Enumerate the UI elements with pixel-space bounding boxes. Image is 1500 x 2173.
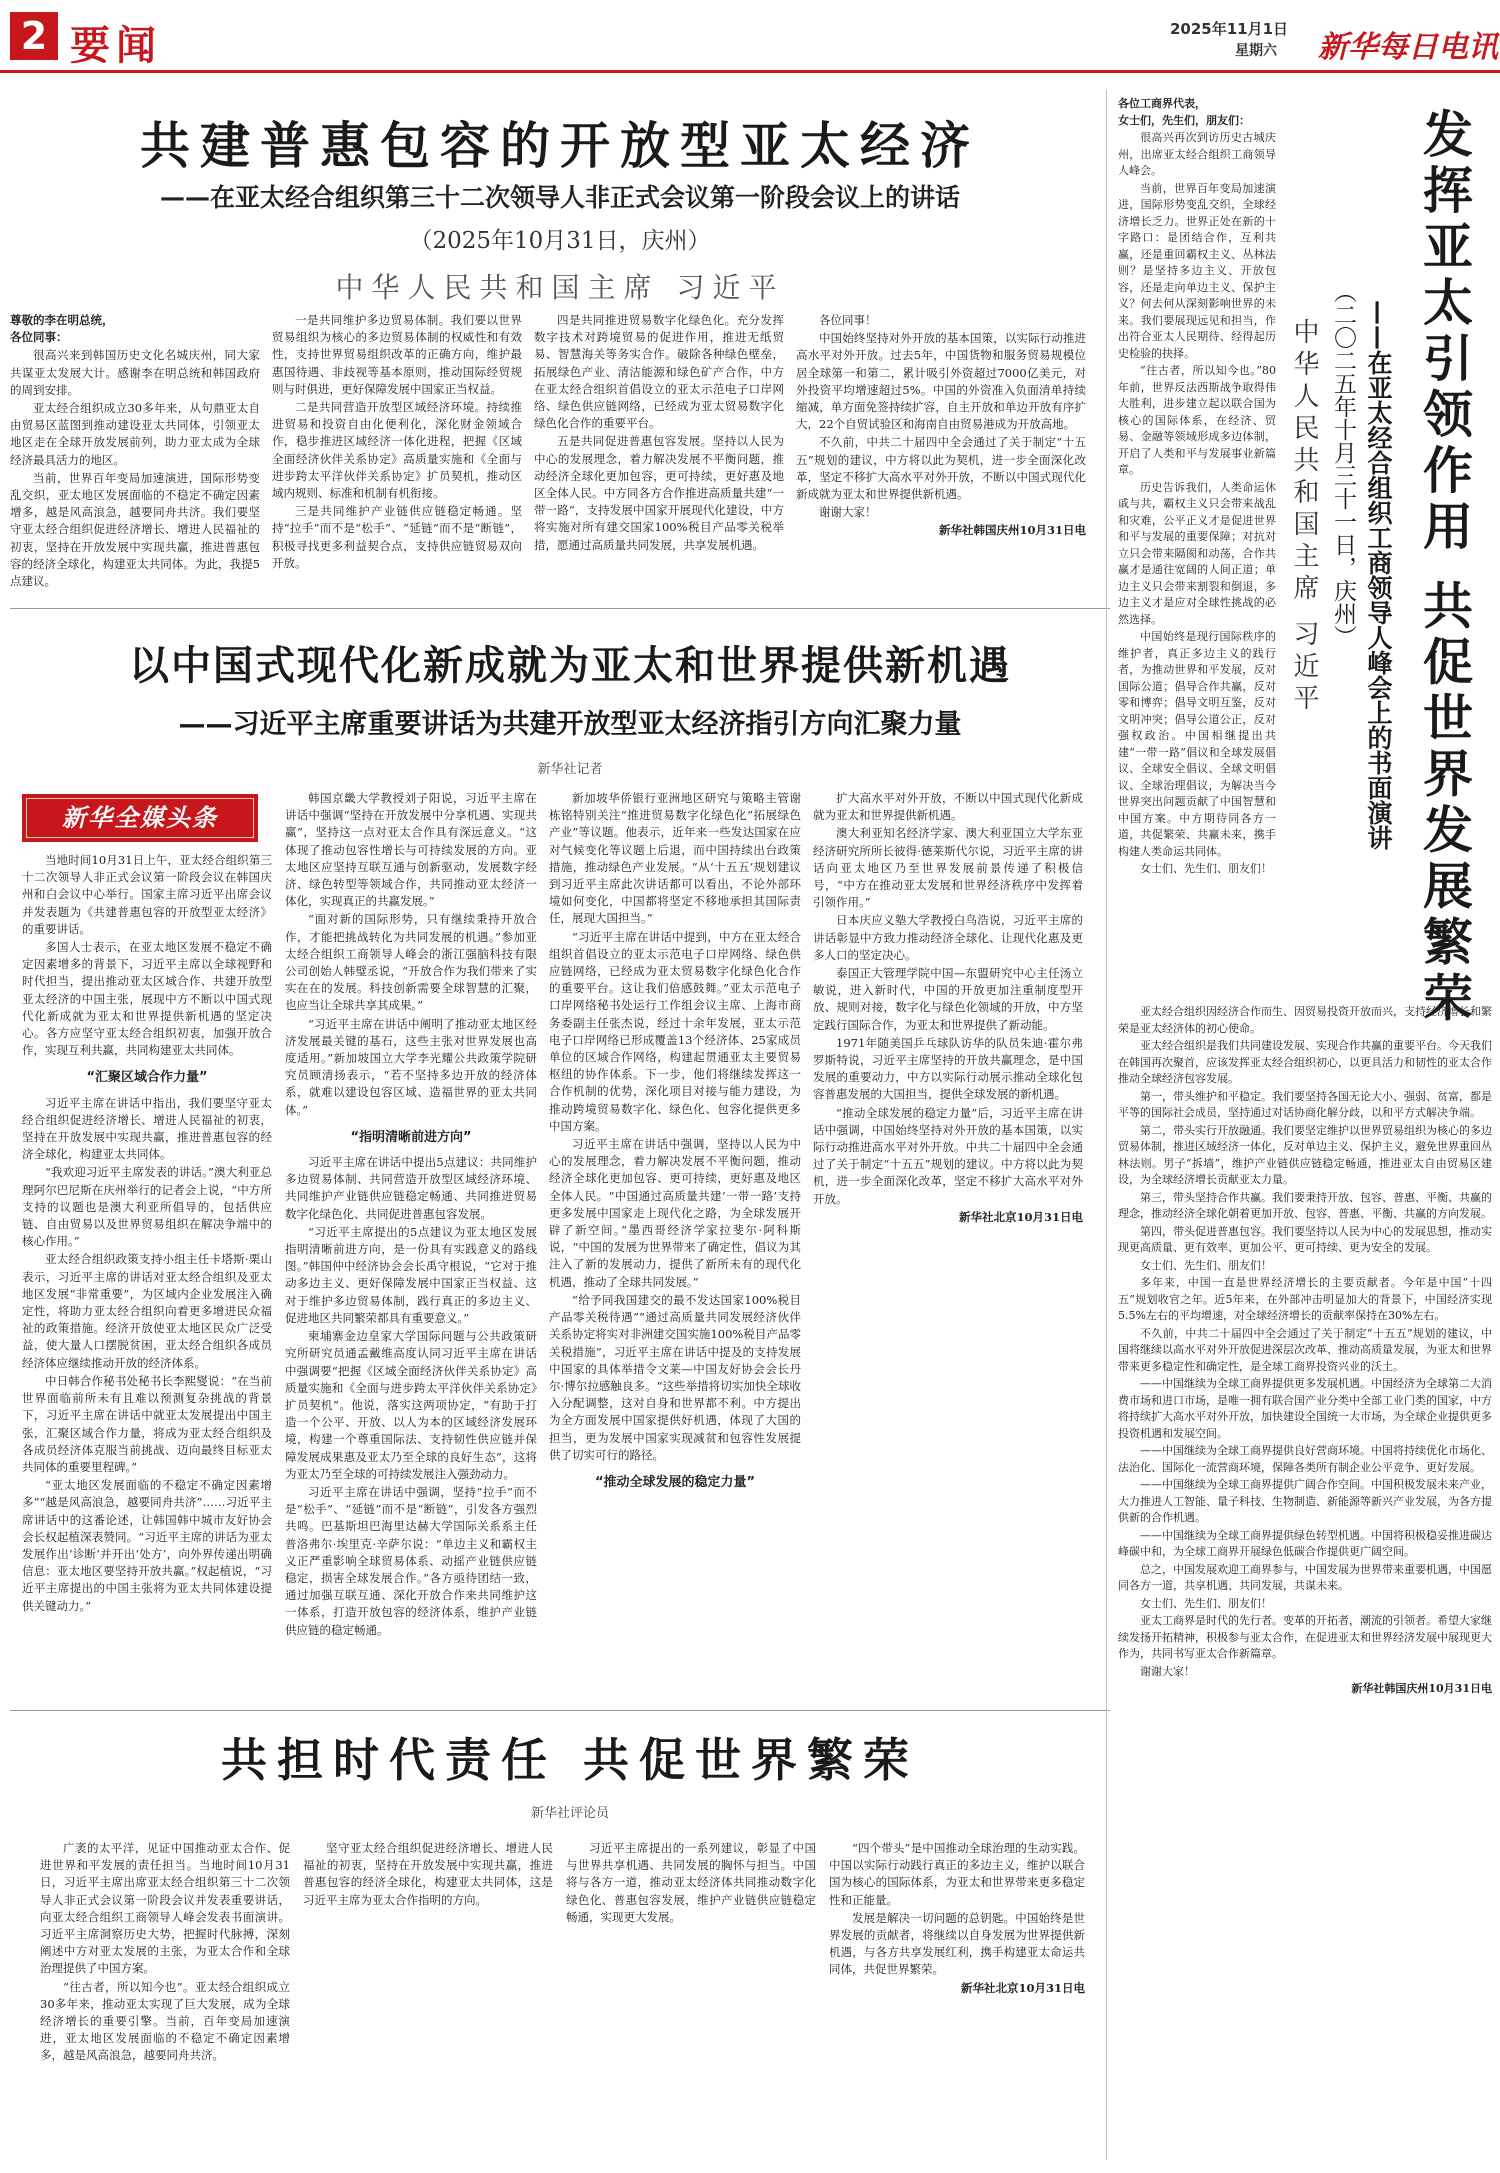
article4-paragraph: ——中国继续为全球工商界提供良好营商环境。中国将持续优化市场化、法治化、国际化一流营商环境，保障各类所有制企业公平竞争、更好发展。 xyxy=(1118,1444,1492,1474)
article2-paragraph: “习近平主席在讲话中阐明了推动亚太地区经济发展最关键的基石，这些主张对世界发展也高度适用。”新加坡国立大学李光耀公共政策学院研究员顾清扬表示，“若不坚持多边开放的经济体系，就难以建设包容区域、造福世界的亚太共同体。” xyxy=(285,1016,537,1117)
issue-weekday: 星期六 xyxy=(1235,43,1277,59)
article4-paragraph: 亚太经合组织是我们共同建设发展、实现合作共赢的重要平台。今天我们在韩国再次聚首，应该发挥亚太经合组织初心，以更具活力和韧性的亚太合作推动全球经济包容发展。 xyxy=(1118,1039,1492,1085)
article2-paragraph: 1971年随美国乒乓球队访华的队员朱迪·霍尔弗罗斯特说，习近平主席坚持的开放共赢理念，是中国发展的重要动力，中方以实际行动展示推动全球化包容普惠发展的大国担当，提供全球发展的新机遇。 xyxy=(813,1035,1083,1102)
article1-paragraph: 谢谢大家！ xyxy=(819,505,877,520)
article4-paragraph: 总之，中国发展欢迎工商界参与，中国发展为世界带来重要机遇，中国愿同各方一道，共享机遇、共同发展，共谋未来。 xyxy=(1118,1562,1492,1592)
article4-paragraph: 谢谢大家！ xyxy=(1140,1664,1195,1678)
article4-paragraph: 第一，带头维护和平稳定。我们要坚持各国无论大小、强弱、贫富，都是平等的国际社会成员，坚持通过对话协商化解分歧，以和平方式解决争端。 xyxy=(1118,1089,1492,1119)
article2-paragraph: 习近平主席在讲话中指出，我们要坚守亚太经合组织促进经济增长、增进人民福祉的初衷，坚持在开放发展中实现共赢，推进普惠包容的经济全球化，构建亚太共同体。 xyxy=(22,1095,272,1162)
article2-signoff: 新华社北京10月31日电 xyxy=(958,1209,1083,1224)
article1-paragraph: 不久前，中共二十届四中全会通过了关于制定“十五五”规划的建议，中方将以此为契机，进一步全面深化改革，坚定不移扩大高水平对外开放，不断以中国式现代化新成就为亚太和世界提供新机遇。 xyxy=(796,435,1086,502)
article2-paragraph: 新加坡华侨银行亚洲地区研究与策略主管谢栋铭特别关注“推进贸易数字化绿色化”拓展绿色产业”等议题。他表示，近年来一些发达国家在应对气候变化等议题上后退，而中国持续出台政策措施，推动绿色产业发展。“从‘十五五’规划建议到习近平主席此次讲话都可以看出，不论外部环境如何变化，中国都将坚定不移地承担其国际责任，展现大国担当。” xyxy=(549,791,801,926)
article4-paragraph: 女士们、先生们、朋友们！ xyxy=(1140,862,1272,875)
separator xyxy=(10,608,1110,609)
article2-col-1 xyxy=(22,852,272,1700)
article4-paragraph: 第四，带头促进普惠包容。我们要坚持以人民为中心的发展思想，推动实现更高质量、更有效率、更加公平、更可持续、更为安全的发展。 xyxy=(1118,1224,1492,1254)
issue-date: 2025年11月1日 xyxy=(1170,20,1289,38)
article4-paragraph: 亚太经合组织因经济合作而生、因贸易投资开放而兴，支持经济增长和繁荣是亚太经济体的初心使命。 xyxy=(1118,1005,1492,1035)
article2-paragraph: “给予同我国建交的最不发达国家100%税目产品零关税待遇”“通过高质量共同发展经济伙伴关系协定将实对非洲建交国实施100%税目产品零关税措施”，习近平主席在讲话中提及的支持发展中国家的具体举措令文莱—中国友好协会会长丹尔·博尔拉感触良多。“这些举措将切实加快全球收入分配调整，这对自身和世界都不利。中方提出为全方面发展中国家提供好机遇，体现了大国的担当，更为发展中国家实现减贫和包容性发展提供了切实可行的路径。 xyxy=(549,1292,801,1462)
article4-paragraph: 当前，世界百年变局加速演进，国际形势变乱交织，全球经济增长乏力。世界正处在新的十字路口：是团结合作，互利共赢，还是重回霸权主义、丛林法则？是坚持多边主义、开放包容，还是走向单边主义、保护主义？何去何从深刻影响世界的未来。我们要展现远见和担当，作出符合亚太人民期待、经得起历史检验的抉择。 xyxy=(1118,181,1276,360)
article2-subhead: “推动全球发展的稳定力量” xyxy=(594,1474,756,1490)
article2-subhead: “汇聚区域合作力量” xyxy=(86,1070,208,1086)
article4-paragraph: 第三，带头坚持合作共赢。我们要秉持开放、包容、普惠、平衡、共赢的理念，推动经济全球化朝着更加开放、包容、普惠、平衡、共赢的方向发展。 xyxy=(1118,1190,1492,1220)
article2-col-2 xyxy=(285,790,537,1700)
article2-subhead: “指明清晰前进方向” xyxy=(350,1129,472,1145)
article1-paragraph: 一是共同维护多边贸易体制。我们要以世界贸易组织为核心的多边贸易体制的权威性和有效性，支持世界贸易组织改革的正确方向，维护最惠国待遇、非歧视等基本原则，推动国际经贸规则与时俱进，更好保障发展中国家正当权益。 xyxy=(272,313,522,396)
article2-paragraph: 中日韩合作秘书处秘书长李熙燮说：“在当前世界面临前所未有且难以预测复杂挑战的背景下，习近平主席在讲话中就亚太发展提出中国主张，汇聚区域合作力量，将成为亚太经合组织及各成员经济体克服当前挑战、迈向最终目标亚太共同体的重要里程碑。” xyxy=(22,1373,272,1474)
article4-paragraph: 亚太工商界是时代的先行者。变革的开拓者，潮流的引领者。希望大家继续发扬开拓精神，积极参与亚太合作，在促进亚太和世界经济发展中展现更大作为，共同书写亚太合作新篇章。 xyxy=(1118,1614,1492,1660)
article4-paragraph: 女士们、先生们、朋友们！ xyxy=(1140,1258,1272,1272)
article3-col-3 xyxy=(566,1840,816,2160)
article1-signoff: 新华社韩国庆州10月31日电 xyxy=(938,523,1086,538)
article1-col-1 xyxy=(10,312,260,592)
article3-paragraph: 坚守亚太经合组织促进经济增长、增进人民福祉的初衷，坚持在开放发展中实现共赢，推进普惠包容的经济全球化，构建亚太共同体，这是习近平主席为亚太合作指明的方向。 xyxy=(303,1841,553,1907)
article3-credit: 新华社评论员 xyxy=(530,1806,609,1821)
article1-subtitle: ——在亚太经合组织第三十二次领导人非正式会议第一阶段会议上的讲话 xyxy=(159,183,960,212)
article1-dateline: （2025年10月31日，庆州） xyxy=(409,228,711,254)
article4-paragraph: 很高兴再次到访历史古城庆州，出席亚太经合组织工商领导人峰会。 xyxy=(1118,131,1276,177)
article2-paragraph: 柬埔寨金边皇家大学国际问题与公共政策研究所研究员通孟戴维高度认同习近平主席在讲话中强调要“把握《区域全面经济伙伴关系协定》高质量实施和《全面与进步跨太平洋伙伴关系协定》扩员契机”。他说，落实这两项协定，“有助于打造一个公平、开放、以人为本的区域经济发展环境，构建一个尊重国际法、支持韧性供应链并保障发展成果惠及亚太乃至全球的良好生态”，这将为亚太乃至全球的可持续发展注入强劲动力。 xyxy=(285,1329,537,1481)
article4-headline: 发挥亚太引领作用 共促世界发展繁荣 xyxy=(1415,108,1474,1028)
article2-paragraph: “亚太地区发展面临的不稳定不确定因素增多”“越是风高浪急，越要同舟共济”……习近平主席讲话中的这番论述，让韩国韩中城市友好协会会长权起植深表赞同。“习近平主席的讲话为亚太发展作出‘诊断’并开出‘处方’，向外界传递出明确信息：亚太地区要坚持开放共赢。”权起植说，“习近平主席提出的中国主张将为亚太共同体建设提供关键动力。” xyxy=(22,1478,272,1613)
article1-paragraph: 五是共同促进普惠包容发展。坚持以人民为中心的发展理念，着力解决发展不平衡问题，推动经济全球化更加包容，更可持续，更好惠及地区全体人民。中方同各方合作推进高质量共建“一带一路”，支持发展中国家开展现代化建设，中方将实施对所有建交国家100%税目产品零关税举措，愿通过高质量共同发展，共享发展机遇。 xyxy=(534,434,784,552)
article2-col-3 xyxy=(549,790,801,1700)
article4-col-top xyxy=(1118,96,1276,996)
article4-col-bottom xyxy=(1118,1004,1492,2164)
article4-dateline: （二〇二五年十月三十一日，庆州） xyxy=(1330,280,1356,648)
article3-paragraph: “往古者，所以知今也”。亚太经合组织成立30多年来，推动亚太实现了巨大发展，成为全球经济增长的重要引擎。当前，百年变局加速演进，亚太地区发展面临的不稳定不确定因素增多，越是风高浪急，越要同舟共济。 xyxy=(40,1979,290,2063)
article2-headline: 以中国式现代化新成就为亚太和世界提供新机遇 xyxy=(129,642,1011,689)
article4-paragraph: 第二，带头实行开放融通。我们要坚定维护以世界贸易组织为核心的多边贸易体制，推进区域经济一体化，反对单边主义、保护主义，避免世界重回丛林法则。男子“拆墙”，维护产业链供应链稳定畅通，推进亚太自由贸易区建设，为全球经济增长贡献亚太力量。 xyxy=(1118,1123,1492,1186)
column-divider xyxy=(1106,90,1107,2160)
article4-paragraph: ——中国继续为全球工商界提供绿色转型机遇。中国将积极稳妥推进碳达峰碳中和，为全球工商界开展绿色低碳合作提供更广阔空间。 xyxy=(1118,1528,1492,1558)
article1-paragraph: 很高兴来到韩国历史文化名城庆州，同大家共谋亚太发展大计。感谢李在明总统和韩国政府的周到安排。 xyxy=(10,348,260,397)
article4-paragraph: 女士们、先生们、朋友们！ xyxy=(1140,1596,1272,1610)
article3-paragraph: 发展是解决一切问题的总钥匙。中国始终是世界发展的贡献者，将继续以自身发展为世界提供新机遇，与各方共享发展红利，携手构建亚太命运共同体，共促世界繁荣。 xyxy=(829,1910,1085,1977)
article3-paragraph: 广袤的太平洋，见证中国推动亚太合作、促进世界和平发展的责任担当。当地时间10月31日，习近平主席出席亚太经合组织第三十二次领导人非正式会议第一阶段会议并发表重要讲话，向亚太经合组织工商领导人峰会发表书面演讲。习近平主席洞察历史大势，把握时代脉搏，深刻阐述中方对亚太发展的主张，为亚太合作和全球治理提供了中国方案。 xyxy=(40,1841,290,1976)
masthead xyxy=(0,0,1500,70)
article1-col-2 xyxy=(272,312,522,592)
article2-col-4 xyxy=(813,790,1083,1700)
article2-paragraph: 多国人士表示，在亚太地区发展不稳定不确定因素增多的背景下，习近平主席以全球视野和时代担当，提出推动亚太区域合作、共建开放型亚太经济的中国主张，展现中方不断以中国式现代化新成就为亚太和世界提供新机遇的坚定决心。各方应坚守亚太经合组织初衷，加强开放合作，实现互利共赢，共同构建亚太共同体。 xyxy=(22,940,272,1058)
paper-logo: 新华每日电讯 xyxy=(1318,30,1498,65)
article3-col-2 xyxy=(303,1840,553,2160)
article2-paragraph: 韩国京畿大学教授刘子阳说，习近平主席在讲话中强调“坚持在开放发展中分享机遇、实现共赢”，坚持这一点对亚太合作具有深远意义。“这体现了推动包容性增长与可持续发展的方向。亚太地区应坚持互联互通与创新驱动，发展数字经济、绿色转型等领域合作，共同推动亚太经济一体化，实现真正的共赢发展。” xyxy=(285,791,537,909)
article1-headline: 共建普惠包容的开放型亚太经济 xyxy=(140,116,980,175)
article2-paragraph: 泰国正大管理学院中国—东盟研究中心主任汤立敏说，进入新时代，中国的开放更加注重制度型开放、规则对接，数字化与绿色化领域的开放，中方坚定践行国际合作，为亚太和世界提供了新动能。 xyxy=(813,966,1083,1032)
article4-paragraph: 不久前，中共二十届四中全会通过了关于制定“十五五”规划的建议，中国将继续以高水平对外开放促进深层次改革、推动高质量发展，为亚太和世界带来更多稳定性和确定性，是全球工商界投资兴业的沃土。 xyxy=(1118,1326,1492,1373)
article1-byline: 中华人民共和国主席 习近平 xyxy=(335,271,785,304)
article4-subtitle: ——在亚太经合组织工商领导人峰会上的书面演讲 xyxy=(1364,300,1393,850)
article4-signoff: 新华社韩国庆州10月31日电 xyxy=(1351,1682,1492,1695)
separator xyxy=(10,1710,1110,1711)
article3-headline: 共担时代责任 共促世界繁荣 xyxy=(220,1733,919,1787)
article3-paragraph: “四个带头”是中国推动全球治理的生动实践。中国以实际行动践行真正的多边主义，维护以联合国为核心的国际体系，为亚太和世界带来更多稳定性和正能量。 xyxy=(829,1841,1085,1907)
article1-paragraph: 各位同事！ xyxy=(819,313,877,327)
article3-signoff: 新华社北京10月31日电 xyxy=(960,1980,1085,1995)
article2-paragraph: “我欢迎习近平主席发表的讲话。”澳大利亚总理阿尔巴尼斯在庆州举行的记者会上说，“中方所支持的议题也是澳大利亚所倡导的，包括供应链、自由贸易以及世界贸易组织在解决争端中的核心作用。” xyxy=(22,1165,272,1249)
article4-paragraph: ——中国继续为全球工商界提供广阔合作空间。中国积极发展未来产业，大力推进人工智能、量子科技、生物制造、新能源等新兴产业发展，为各方提供新的合作机遇。 xyxy=(1118,1478,1492,1524)
article2-paragraph: “面对新的国际形势，只有继续秉持开放合作，才能把挑战转化为共同发展的机遇。”参加亚太经合组织工商领导人峰会的浙江强脑科技有限公司创始人韩璧丞说，“开放合作为我们带来了实实在在的发展。科技创新需要全球智慧的汇聚，也应当让全球共享其成果。” xyxy=(285,912,537,1013)
article1-paragraph: 三是共同维护产业链供应链稳定畅通。坚持“拉手”而不是“松手”、“延链”而不是“断链”，积极寻找更多利益契合点，支持供应链贸易双向开放。 xyxy=(272,504,522,570)
article1-paragraph: 四是共同推进贸易数字化绿色化。充分发挥数字技术对跨境贸易的促进作用，推进无纸贸易、智慧海关等务实合作。破除各种绿色壁垒，拓展绿色产业、清洁能源和绿色矿产合作，中方在亚太经合组织首倡设立的亚太示范电子口岸网络、绿色供应链网络，已经成为亚太贸易数字化绿色化合作的重要平台。 xyxy=(534,313,784,431)
article1-paragraph: 中国始终坚持对外开放的基本国策，以实际行动推进高水平对外开放。过去5年，中国货物和服务贸易规模位居全球第一和第二，累计吸引外资超过7000亿美元，对外投资平均增速超过5%。中国的外资准入负面清单持续缩减，单方面免签持续扩容，自主开放和单边开放有序扩大，22个自贸试验区和海南自由贸易港成为开放高地。 xyxy=(796,331,1086,432)
article4-paragraph: 多年来，中国一直是世界经济增长的主要贡献者。今年是中国“十四五”规划收官之年。近5年来，在外部冲击明显加大的背景下，中国经济实现5.5%左右的平均增速，对全球经济增长的贡献率保持在30%左右。 xyxy=(1118,1276,1492,1322)
article2-paragraph: “习近平主席在讲话中提到，中方在亚太经合组织首倡设立的亚太示范电子口岸网络、绿色供应链网络，已经成为亚太贸易数字化绿色化合作的重要平台。这让我们倍感鼓舞。”亚太示范电子口岸网络秘书处运行工作组会议主席、上海市商务委副主任张杰说，经过十余年发展，亚太示范电子口岸网络已形成覆盖13个经济体、25家成员单位的区域合作网络，构建起贯通亚太主要贸易枢纽的协作体系。下一步，他们将继续发挥这一合作机制的优势，深化项目对接与能力建设，为推动跨境贸易数字化、绿色化、包容化提供更多中国方案。 xyxy=(549,929,801,1133)
article3-col-1 xyxy=(40,1840,290,2160)
article4-salutation: 各位工商界代表， 女士们，先生们，朋友们： xyxy=(1118,97,1250,127)
article1-paragraph: 亚太经合组织成立30多年来，从句鼎亚太自由贸易区蓝图到推动建设亚太共同体，引领亚太地区走在全球开放发展前列，助力亚太成为全球经济最具活力的地区。 xyxy=(10,401,260,467)
article2-subtitle: ——习近平主席重要讲话为共建开放型亚太经济指引方向汇聚力量 xyxy=(178,709,962,740)
article1-col-4 xyxy=(796,312,1086,592)
article4-paragraph: ——中国继续为全球工商界提供更多发展机遇。中国经济为全球第二大消费市场和进口市场，是唯一拥有联合国产业分类中全部工业门类的国家，中方将持续扩大高水平对外开放，加快建设全国统一大市场，为全球企业提供更多投资机遇和发展空间。 xyxy=(1118,1377,1492,1440)
page-number: 2 xyxy=(10,12,58,60)
article1-paragraph: 当前，世界百年变局加速演进，国际形势变乱交织，亚太地区发展面临的不稳定不确定因素增多，越是风高浪急，越要同舟共济。我们要坚守亚太经合组织促进经济增长、增进人民福祉的初衷，坚持在开放发展中实现共赢，推进普惠包容的经济全球化，构建亚太共同体。为此，我提5点建议。 xyxy=(10,470,260,589)
article2-paragraph: 当地时间10月31日上午，亚太经合组织第三十二次领导人非正式会议第一阶段会议在韩国庆州和白会议中心举行。国家主席习近平出席会议并发表题为《共建普惠包容的开放型亚太经济》的重要讲话。 xyxy=(22,853,272,936)
article3-col-4 xyxy=(829,1840,1085,2160)
article4-paragraph: 历史告诉我们，人类命运休戚与共，霸权主义只会带来战乱和灾难，公平正义才是促进世界和平与发展的重要保障；对抗对立只会带来隔阂和动荡，合作共赢才是通往宽阔的人间正道；单边主义只会带来割裂和倒退，多边主义才是应对全球性挑战的必然选择。 xyxy=(1118,480,1276,626)
article2-paragraph: 习近平主席在讲话中强调，坚持“拉手”而不是“松手”、“延链”而不是“断链”，引发各方强烈共鸣。巴基斯坦巴海里达赫大学国际关系系主任普洛弗尔·埃里克·辛萨尔说：“单边主义和霸权主义正严重影响全球贸易体系、动摇产业链供应链稳定，损害全球发展合作。”各方亟待团结一致，通过加强互联互通、深化开放合作来共同维护这一体系，打造开放包容的经济体系，维护产业链供应链的稳定畅通。 xyxy=(285,1484,537,1637)
article2-paragraph: 扩大高水平对外开放，不断以中国式现代化新成就为亚太和世界提供新机遇。 xyxy=(813,791,1083,823)
article1-paragraph: 二是共同营造开放型区域经济环境。持续推进贸易和投资自由化便利化，深化财金领域合作，稳步推进区域经济一体化进程，把握《区域全面经济伙伴关系协定》高质量实施和《全面与进步跨太平洋伙伴关系协定》扩员契机，推动区域内规则、标准和机制有机衔接。 xyxy=(272,400,522,501)
article2-paragraph: “习近平主席提出的5点建议为亚太地区发展指明清晰前进方向，是一份具有实践意义的路线图。”韩国仲中经济协会会长禹守根说，“它对于推动多边主义、更好保障发展中国家正当权益、这对于维护多边贸易体制，践行真正的多边主义、促进地区共同繁荣都具有重要意义。” xyxy=(285,1224,537,1325)
xinhua-media-badge: 新华全媒头条 xyxy=(22,794,258,842)
article1-salutation: 尊敬的李在明总统， 各位同事： xyxy=(10,313,114,345)
article2-paragraph: 亚太经合组织政策支持小组主任卡塔斯·栗山表示，习近平主席的讲话对亚太经合组织及亚太地区发展“非常重要”，为区域内企业发展注入确定性，将助力亚太经合组织向着更多增进民众福祉的政策措施。经济开放使亚太地区民众广泛受益，使大量人口摆脱贫困，亚太经合组织各成员经济体应继续推动开放的经济体系。 xyxy=(22,1252,272,1370)
article2-paragraph: 习近平主席在讲话中提出5点建议：共同维护多边贸易体制、共同营造开放型区域经济环境、共同维护产业链供应链稳定畅通、共同推进贸易数字化绿色化、共同促进普惠包容发展。 xyxy=(285,1155,537,1221)
article2-paragraph: “推动全球发展的稳定力量”后，习近平主席在讲话中强调，中国始终坚持对外开放的基本国策，以实际行动推进高水平对外开放。中共二十届四中全会通过了关于制定“十五五”规划的建议。中方将以此为契机，进一步全面深化改革，坚定不移扩大高水平对外开放。 xyxy=(813,1105,1083,1206)
masthead-rule xyxy=(0,70,1500,73)
article2-credit: 新华社记者 xyxy=(537,762,603,777)
article2-paragraph: 澳大利亚知名经济学家、澳大利亚国立大学东亚经济研究所所长彼得·德莱斯代尔说，习近平主席的讲话向亚太地区乃至世界发展前景传递了积极信号，“中方在推动亚太发展和世界经济秩序中发挥着引领作用。” xyxy=(813,826,1083,910)
article4-byline: 中华人民共和国主席 习近平 xyxy=(1289,318,1319,717)
article2-paragraph: 习近平主席在讲话中强调，坚持以人民为中心的发展理念，着力解决发展不平衡问题，推动经济全球化更加包容、更可持续，更好惠及地区全体人民。“中国通过高质量共建‘一带一路’支持更多发展中国家走上现代化之路，为全球发展开辟了新空间。”墨西哥经济学家拉斐尔·阿科斯说，“中国的发展为世界带来了确定性，倡议为其注入了新的发展动力，提供了新所未有的现代化机遇，推动了全球共同发展。” xyxy=(549,1137,801,1289)
article1-col-3 xyxy=(534,312,784,592)
article4-paragraph: 中国始终是现行国际秩序的维护者，真正多边主义的践行者，为推动世界和平发展，反对国际公道；倡导合作共赢，反对零和博弈；倡导文明互鉴，反对文明冲突；倡导公道公正，反对强权政治。中国相继提出共建“一带一路”倡议和全球发展倡议、全球安全倡议、全球文明倡议、全球治理倡议，为解决当今世界突出问题贡献了中国智慧和中国方案。中方期待同各方一道，共促繁荣、共赢未来，携手构建人类命运共同体。 xyxy=(1118,630,1276,858)
article3-paragraph: 习近平主席提出的一系列建议，彰显了中国与世界共享机遇、共同发展的胸怀与担当。中国将与各方一道，推动亚太经济体共同推动数字化绿色化、普惠包容发展，维护产业链供应链稳定畅通，实现更大发展。 xyxy=(566,1841,816,1924)
article2-paragraph: 日本庆应义塾大学教授白鸟浩说，习近平主席的讲话彰显中方致力推动经济全球化、让现代化惠及更多人口的坚定决心。 xyxy=(813,913,1083,962)
article4-paragraph: “往古者，所以知今也。”80年前，世界反法西斯战争取得伟大胜利，进步建立起以联合国为核心的国际体系，在经济、贸易、金融等领域形成多边体制，开启了人类和平与发展事业新篇章。 xyxy=(1118,364,1276,476)
section-title: 要闻 xyxy=(70,22,162,69)
